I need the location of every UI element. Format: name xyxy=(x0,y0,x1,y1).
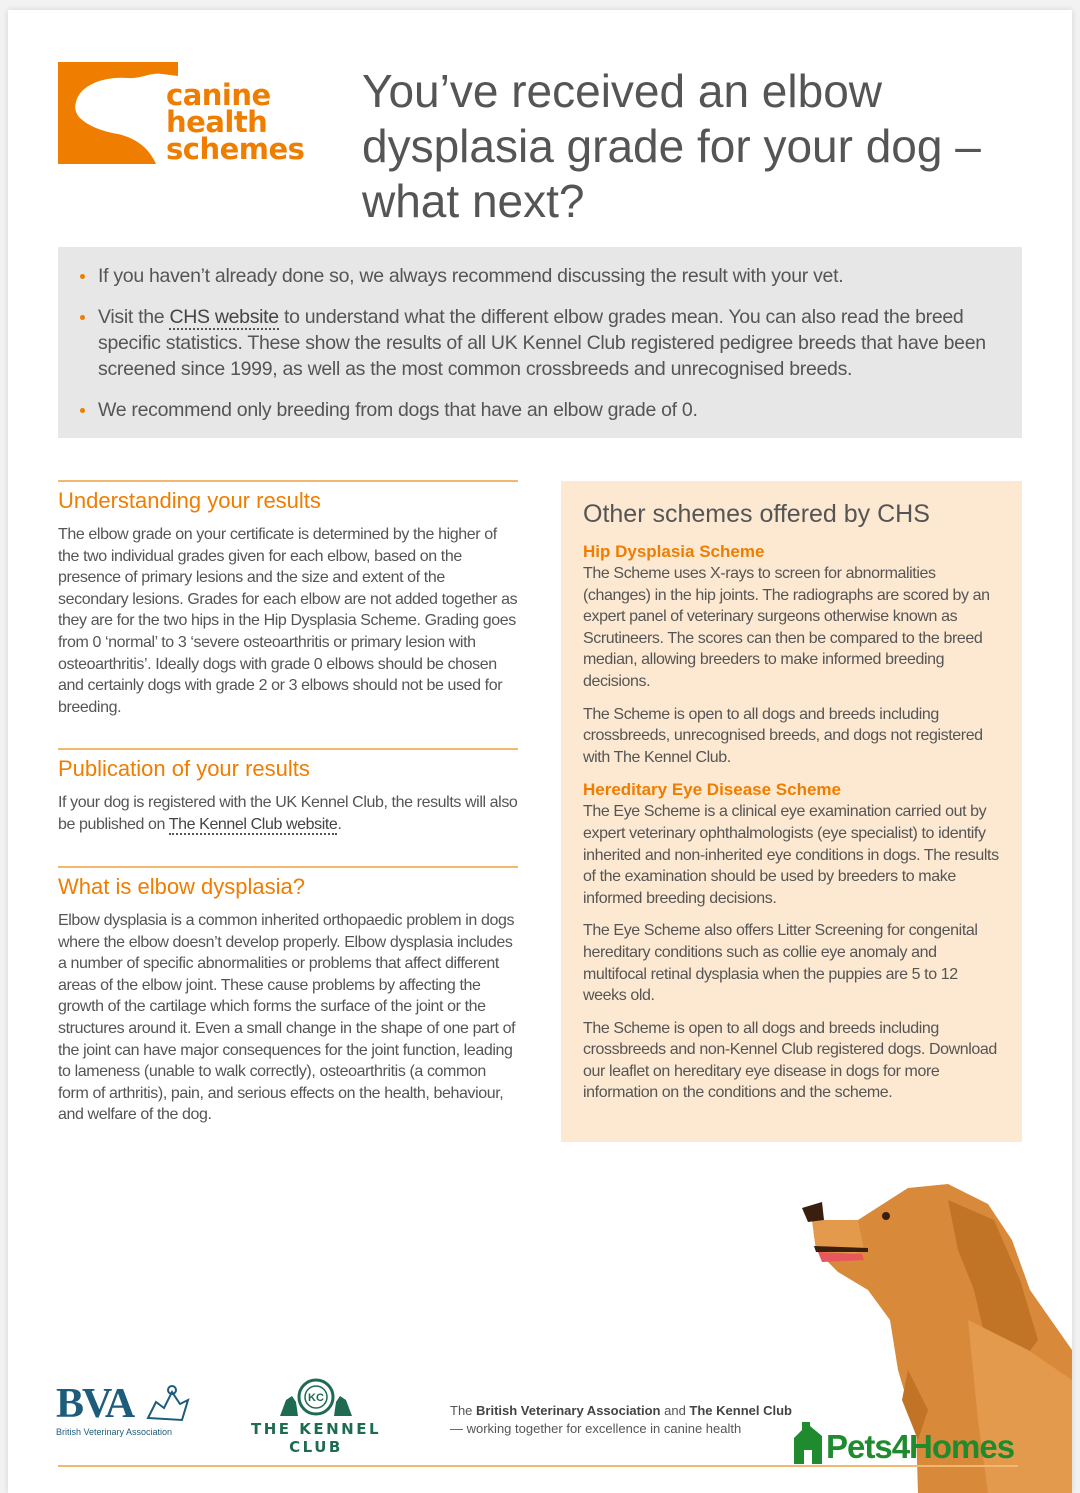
partner-bva: British Veterinary Association xyxy=(476,1403,661,1418)
bva-logo xyxy=(56,1380,196,1440)
intro-bullet-website-post: to understand what the different elbow grades mean. You can also read the breed specific statistics. These show the results of all UK Kennel Club registered pedigree breeds that have been screened since 1999, as well as the most common crossbreeds and unrecognised breeds. xyxy=(98,306,986,380)
partner-pre: The xyxy=(450,1403,477,1418)
bva-letters: BVA xyxy=(56,1381,134,1427)
intro-box xyxy=(58,247,1022,438)
chs-website-link[interactable]: CHS website xyxy=(169,306,279,328)
eye-scheme-paragraph-1: The Eye Scheme is a clinical eye examination carried out by expert veterinary ophthalmologists (eye specialist) to identify inherited and non-inherited eye conditions in dogs. The results of the examination should be used by breeders to make informed breeding decisions. xyxy=(583,803,999,907)
hip-scheme-paragraph-2: The Scheme is open to all dogs and breeds including crossbreeds, unrecognised breeds, and dogs not registered with The Kennel Club. xyxy=(583,705,983,766)
kennel-club-name: THE KENNEL CLUB xyxy=(250,1420,382,1456)
eye-scheme-title: Hereditary Eye Disease Scheme xyxy=(583,780,841,800)
publication-body-pre: If your dog is registered with the UK Kennel Club, the results will also be published on xyxy=(58,794,518,833)
dog-silhouette-logo-icon xyxy=(58,62,178,164)
partnership-statement xyxy=(450,1402,792,1438)
publication-body xyxy=(58,792,518,835)
eye-scheme-paragraph-3: The Scheme is open to all dogs and breeds including crossbreeds and non-Kennel Club registered dogs. Download our leaflet on hereditary eye disease in dogs for more information on the conditions and the scheme. xyxy=(583,1019,997,1102)
understanding-body: The elbow grade on your certificate is determined by the higher of the two individual grades given for each elbow, based on the presence of primary lesions and the size and extent of the secondary lesions. Grades for each elbow are not added together as they are for the two hips in the Hip Dysplasia Scheme. Grading goes from 0 ‘normal’ to 3 ‘severe osteoarthritis or primary lesion with osteoarthritis’. Ideally dogs with grade 0 elbows should be chosen and certainly dogs with grade 2 or 3 elbows should not be used for breeding. xyxy=(58,526,518,716)
logo-line-health: health xyxy=(166,105,268,139)
bva-subtitle: British Veterinary Association xyxy=(56,1427,173,1437)
kennel-club-emblem-icon xyxy=(276,1376,356,1418)
publication-section xyxy=(58,748,518,866)
hip-scheme-title: Hip Dysplasia Scheme xyxy=(583,542,765,561)
pets4homes-house-icon xyxy=(790,1420,826,1466)
partner-and: and xyxy=(660,1403,690,1418)
logo-line-schemes: schemes xyxy=(166,132,305,166)
logo-line-canine: canine xyxy=(166,78,271,112)
pets4homes-watermark xyxy=(790,1420,1040,1470)
pets4homes-wordmark: Pets4Homes xyxy=(826,1428,1015,1465)
other-schemes-box xyxy=(561,481,1022,1142)
publication-heading: Publication of your results xyxy=(58,756,310,781)
other-schemes-heading: Other schemes offered by CHS xyxy=(583,500,930,528)
left-column xyxy=(58,480,518,1126)
intro-bullet-website xyxy=(80,304,998,382)
chs-logo xyxy=(58,62,305,172)
intro-bullet-vet: If you haven’t already done so, we always recommend discussing the result with your vet. xyxy=(80,263,998,289)
intro-bullet-breeding: We recommend only breeding from dogs that have an elbow grade of 0. xyxy=(80,397,998,423)
understanding-section xyxy=(58,480,518,748)
kennel-club-logo xyxy=(226,1376,406,1456)
intro-bullet-website-pre: Visit the xyxy=(98,306,170,328)
partnership-line-1 xyxy=(450,1402,792,1420)
understanding-heading: Understanding your results xyxy=(58,488,321,513)
leaflet-page xyxy=(8,10,1072,1493)
logo-wordmark xyxy=(166,78,305,166)
what-is-body: Elbow dysplasia is a common inherited orthopaedic problem in dogs where the elbow doesn’t develop properly. Elbow dysplasia includes a number of specific abnormalities or problems that affect different areas of the elbow joint. These cause problems by affecting the growth of the cartilage which forms the surface of the joint or the structures around it. Even a small change in the shape of one part of the joint can have major consequences for the joint function, leading to lameness (unable to walk correctly), osteoarthritis (a common form of arthritis), pain, and serious effects on the health, behaviour, and welfare of the dog. xyxy=(58,912,516,1124)
intro-list xyxy=(80,263,998,423)
publication-body-post: . xyxy=(337,815,342,833)
partner-kc: The Kennel Club xyxy=(689,1403,792,1418)
hip-scheme-paragraph-1: The Scheme uses X-rays to screen for abnormalities (changes) in the hip joints. The radiographs are scored by an expert panel of veterinary surgeons otherwise known as Scrutineers. The scores can then be compared to the breed median, allowing breeders to make informed breeding decisions. xyxy=(583,565,990,690)
page-title: You’ve received an elbow dysplasia grade for your dog – what next? xyxy=(362,65,981,227)
what-is-section xyxy=(58,866,518,1126)
partnership-line-2: — working together for excellence in canine health xyxy=(450,1421,742,1436)
kennel-club-badge: KC xyxy=(308,1392,324,1404)
kennel-club-website-link[interactable]: The Kennel Club website xyxy=(168,815,338,833)
bva-emblem-icon xyxy=(142,1382,192,1426)
what-is-heading: What is elbow dysplasia? xyxy=(58,874,306,899)
eye-scheme-paragraph-2: The Eye Scheme also offers Litter Screening for congenital hereditary conditions such as collie eye anomaly and multifocal retinal dysplasia when the puppies are 5 to 12 weeks old. xyxy=(583,922,978,1005)
